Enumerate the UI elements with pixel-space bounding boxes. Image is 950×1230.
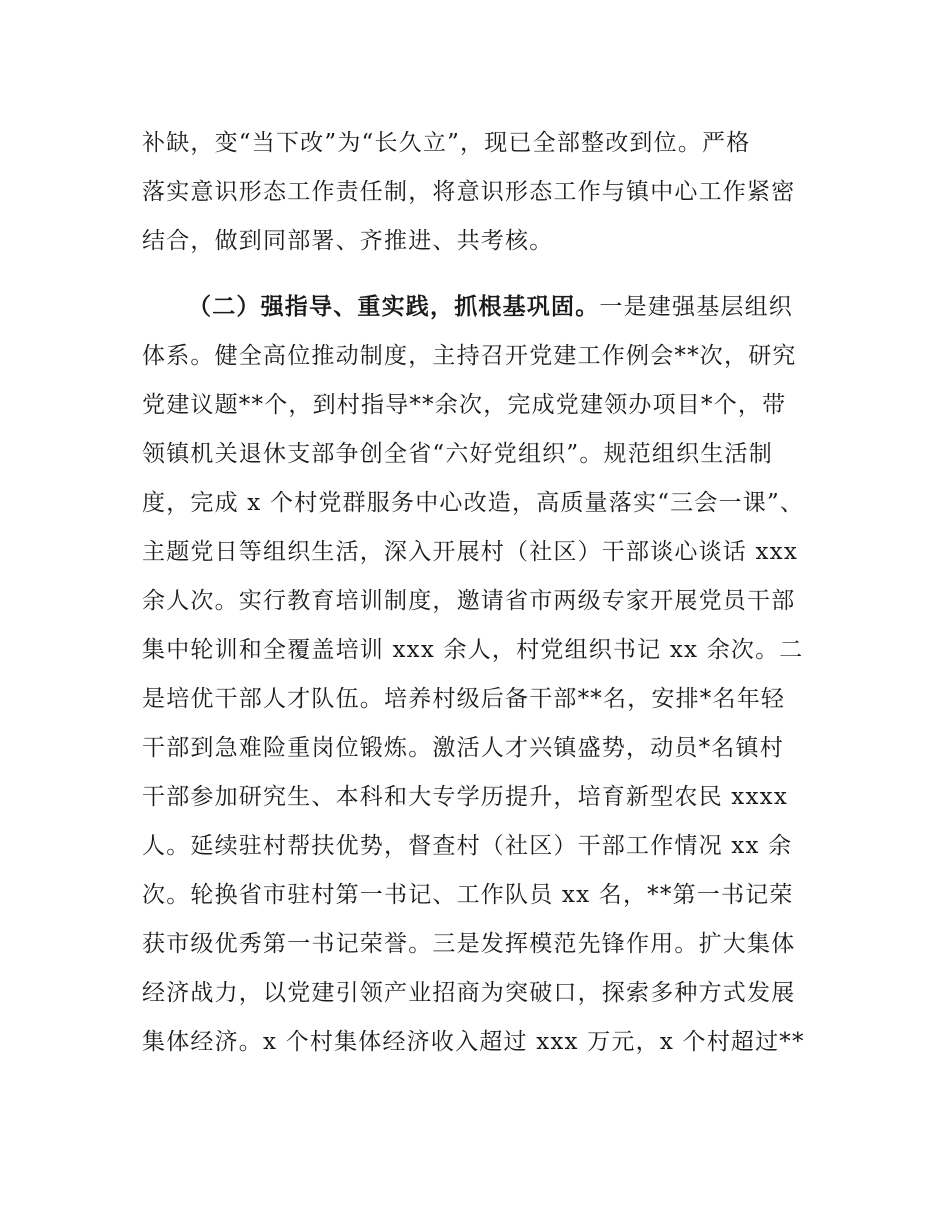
paragraph-2-first-line-text: 一是建强基层组织 bbox=[599, 294, 794, 320]
paragraph-2-line-9: 是培优干部人才队伍。培养村级后备干部**名，安排*名年轻 bbox=[142, 686, 786, 712]
paragraph-2-line-11: 干部参加研究生、本科和大专学历提升，培育新型农民 xxxx bbox=[142, 784, 788, 810]
paragraph-1-line-3: 结合，做到同部署、齐推进、共考核。 bbox=[142, 228, 554, 254]
paragraph-2-line-13: 次。轮换省市驻村第一书记、工作队员 xx 名，**第一书记荣 bbox=[142, 882, 794, 908]
paragraph-2-line-12: 人。延续驻村帮扶优势，督查村（社区）干部工作情况 xx 余 bbox=[142, 833, 793, 859]
paragraph-2-line-6: 主题党日等组织生活，深入开展村（社区）干部谈心谈话 xxx bbox=[142, 539, 799, 565]
paragraph-1-line-1: 补缺，变“当下改”为“长久立”，现已全部整改到位。严格 bbox=[142, 130, 751, 156]
paragraph-2-line-8: 集中轮训和全覆盖培训 xxx 余人，村党组织书记 xx 余次。二 bbox=[142, 637, 804, 663]
paragraph-2-line-16: 集体经济。x 个村集体经济收入超过 xxx 万元，x 个村超过** bbox=[142, 1029, 805, 1055]
paragraph-2-line-14: 获市级优秀第一书记荣誉。三是发挥模范先锋作用。扩大集体 bbox=[142, 931, 796, 957]
paragraph-2-first-line bbox=[188, 287, 858, 327]
paragraph-2-line-15: 经济战力，以党建引领产业招商为突破口，探索多种方式发展 bbox=[142, 980, 796, 1006]
paragraph-2-line-10: 干部到急难险重岗位锻炼。激活人才兴镇盛势，动员*名镇村 bbox=[142, 735, 784, 761]
paragraph-1-line-2: 落实意识形态工作责任制，将意识形态工作与镇中心工作紧密 bbox=[142, 179, 796, 205]
paragraph-2-line-5: 度，完成 x 个村党群服务中心改造，高质量落实“三会一课”、 bbox=[142, 490, 805, 516]
paragraph-2-line-7: 余人次。实行教育培训制度，邀请省市两级专家开展党员干部 bbox=[142, 588, 796, 614]
paragraph-2-line-3: 党建议题**个，到村指导**余次，完成党建领办项目*个，带 bbox=[142, 392, 787, 418]
section-heading: （二）强指导、重实践，抓根基巩固。 bbox=[188, 294, 600, 320]
paragraph-2-line-2: 体系。健全高位推动制度，主持召开党建工作例会**次，研究 bbox=[142, 343, 797, 369]
paragraph-2-line-4: 领镇机关退休支部争创全省“六好党组织”。规范组织生活制 bbox=[142, 441, 773, 467]
